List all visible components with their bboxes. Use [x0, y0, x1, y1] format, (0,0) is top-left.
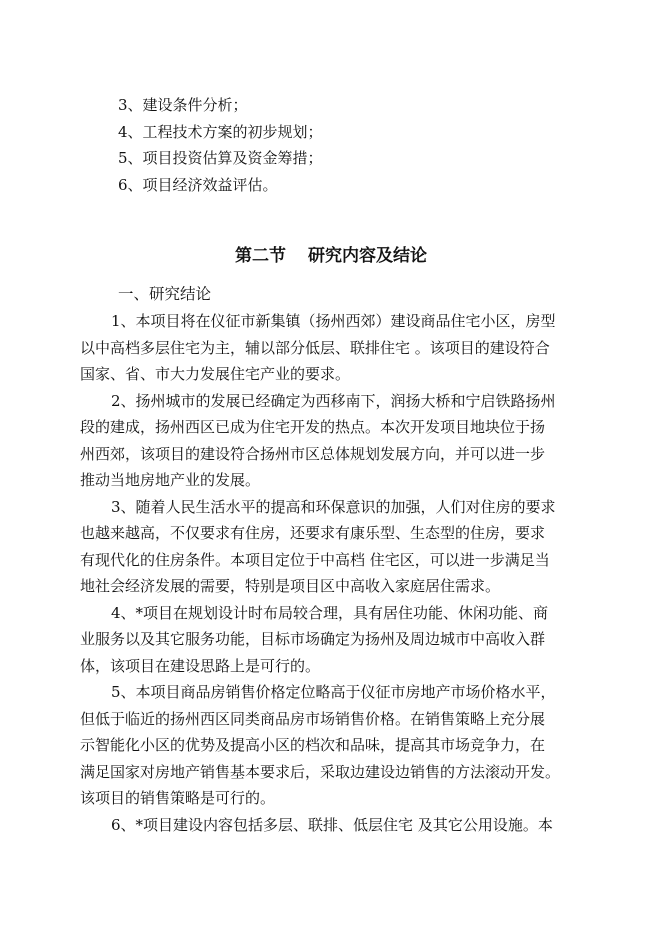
body-text — [80, 308, 590, 838]
paragraph — [80, 812, 590, 839]
paragraph-line: 5、本项目商品房销售价格定位略高于仪征市房地产市场价格水平， — [111, 683, 556, 701]
section-heading — [0, 244, 662, 268]
paragraph — [80, 494, 590, 600]
paragraph-line: 地社会经济发展的需要，特别是项目区中高收入家庭居住需求。 — [80, 577, 501, 595]
paragraph-line: 段的建成，扬州西区已成为住宅开发的热点。本次开发项目地块位于扬 — [80, 418, 546, 436]
list-item: 5、项目投资估算及资金筹措； — [118, 149, 323, 167]
section-number: 第二节 — [235, 246, 286, 266]
paragraph-line: 业服务以及其它服务功能，目标市场确定为扬州及周边城市中高收入群 — [80, 630, 546, 648]
paragraph-line: 3、随着人民生活水平的提高和环保意识的加强，人们对住房的要求 — [111, 497, 556, 516]
paragraph-line: 推动当地房地产业的发展。 — [80, 471, 261, 489]
outline-list — [118, 92, 598, 198]
list-item: 4、工程技术方案的初步规划； — [118, 122, 323, 141]
paragraph — [80, 600, 590, 680]
paragraph-line: 国家、省、市大力发展住宅产业的要求。 — [80, 365, 351, 383]
paragraph-line: 体，该项目在建设思路上是可行的。 — [80, 656, 321, 675]
paragraph-line: 也越来越高，不仅要求有住房，还要求有康乐型、生态型的住房，要求 — [80, 524, 546, 542]
paragraph-line: 2、扬州城市的发展已经确定为西移南下，润扬大桥和宁启铁路扬州 — [111, 391, 556, 410]
list-item: 3、建设条件分析； — [118, 96, 248, 114]
paragraph-line: 6、*项目建设内容包括多层、联排、低层住宅 及其它公用设施。本 — [111, 815, 553, 834]
paragraph — [80, 679, 590, 812]
paragraph-line: 有现代化的住房条件。本项目定位于中高档 住宅区，可以进一步满足当 — [80, 550, 550, 569]
subheading: 一、研究结论 — [118, 285, 212, 303]
paragraph — [80, 388, 590, 494]
paragraph-line: 该项目的销售策略是可行的。 — [80, 789, 276, 807]
paragraph — [80, 308, 590, 388]
paragraph-line: 但低于临近的扬州西区同类商品房市场销售价格。在销售策略上充分展 — [80, 709, 546, 728]
list-item: 6、项目经济效益评估。 — [118, 175, 278, 194]
paragraph-line: 示智能化小区的优势及提高小区的档次和品味，提高其市场竞争力，在 — [80, 736, 546, 754]
paragraph-line: 满足国家对房地产销售基本要求后，采取边建设边销售的方法滚动开发。 — [80, 762, 561, 781]
paragraph-line: 以中高档多层住宅为主，辅以部分低层、联排住宅 。该项目的建设符合 — [80, 338, 550, 357]
paragraph-line: 4、*项目在规划设计时布局较合理，具有居住功能、休闲功能、商 — [111, 603, 549, 622]
paragraph-line: 州西郊，该项目的建设符合扬州市区总体规划发展方向，并可以进一步 — [80, 444, 546, 463]
paragraph-line: 1、本项目将在仪征市新集镇（扬州西郊）建设商品住宅小区，房型 — [111, 312, 556, 330]
section-title: 研究内容及结论 — [308, 246, 427, 266]
